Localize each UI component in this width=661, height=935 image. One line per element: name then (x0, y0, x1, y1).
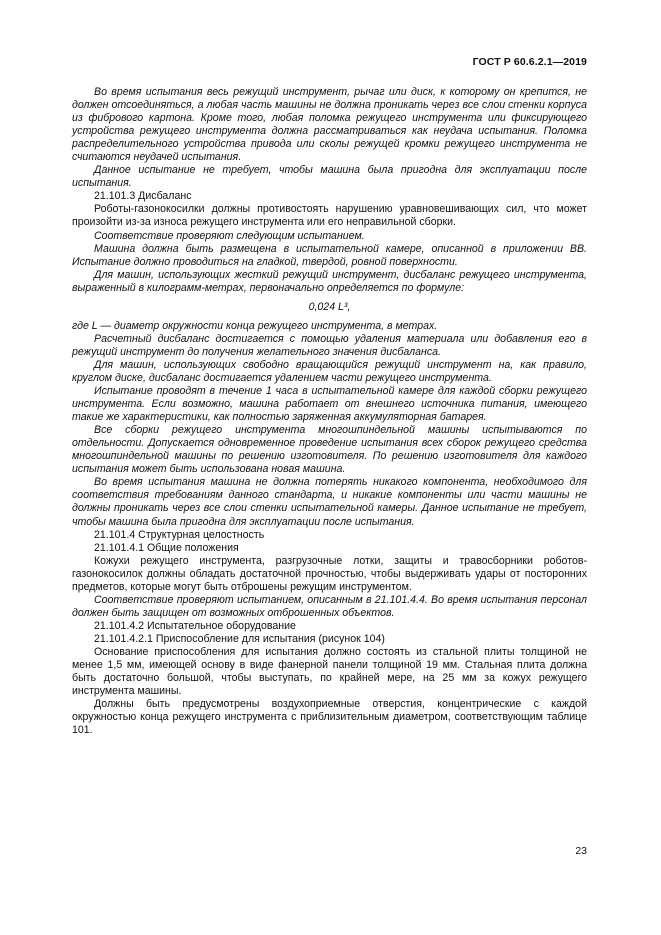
section-heading: 21.101.4 Структурная целостность (94, 528, 265, 541)
section-heading: 21.101.3 Дисбаланс (94, 190, 192, 203)
page-number: 23 (575, 845, 587, 857)
section-heading: 21.101.4.1 Общие положения (94, 541, 239, 554)
paragraph: Испытание проводят в течение 1 часа в испытательной камере для каждой сборки режущего инструмента. Если возможно, машина работает от внешнего источника питания, имеющего такие же характеристики, как полностью заряженная аккумуляторная батарея. (72, 385, 587, 424)
paragraph: Данное испытание не требует, чтобы машина была пригодна для эксплуатации после испытания. (72, 164, 587, 190)
paragraph: Соответствие проверяют следующим испытанием. (94, 229, 365, 242)
paragraph: Для машин, использующих жесткий режущий инструмент, дисбаланс режущего инструмента, выраженный в килограмм-метрах, первоначально определяется по формуле: (72, 268, 587, 294)
paragraph: Все сборки режущего инструмента многошпиндельной машины испытываются по отдельности. Допускается одновременное проведение испытания всех сборок режущего средства многошпиндельной машины по решению изготовителя. По решению изготовителя для каждого испытания может быть использована новая машина. (72, 424, 587, 476)
paragraph: Основание приспособления для испытания должно состоять из стальной плиты толщиной не менее 1,5 мм, имеющей основу в виде фанерной панели толщиной 19 мм. Стальная плита должна быть достаточно большой, чтобы выступать, по крайней мере, на 25 мм за кожух режущего инструмента машины. (72, 645, 587, 698)
paragraph: Расчетный дисбаланс достигается с помощью удаления материала или добавления его в режущий инструмент до получения желательного значения дисбаланса. (72, 332, 587, 358)
paragraph: Машина должна быть размещена в испытательной камере, описанной в приложении ВВ. Испытание должно проводиться на гладкой, твердой, ровной поверхности. (72, 242, 587, 268)
paragraph: Во время испытания весь режущий инструмент, рычаг или диск, к которому он крепится, не должен отсоединяться, а любая часть машины не должна проникать через все слои стенки корпуса из фибрового картона. Кроме того, любая поломка режущего инструмента или фиксирующего устройства режущего инструмента должна рассматриваться как неудача испытания. Поломка распределительного устройства привода или сколы режущей кромки режущего инструмента не считаются неудачей испытания. (72, 86, 587, 164)
document-body (72, 86, 587, 737)
paragraph: где L — диаметр окружности конца режущего инструмента, в метрах. (72, 319, 438, 332)
paragraph: Во время испытания машина не должна потерять никакого компонента, необходимого для соответствия требованиям данного стандарта, и никакие компоненты или части машины не должны проникать через все слои стенки испытательной камеры. Данное испытание не требует, чтобы машина была пригодна для эксплуатации после испытания. (72, 476, 587, 528)
paragraph: Должны быть предусмотрены воздухоприемные отверстия, концентрические с каждой окружностью конца режущего инструмента с приблизительным диаметром, соответствующим таблице 101. (72, 698, 587, 737)
document-header: ГОСТ Р 60.6.2.1—2019 (472, 56, 587, 68)
paragraph: Роботы-газонокосилки должны противостоять нарушению уравновешивающих сил, что может произойти из-за износа режущего инструмента или его неправильной сборки. (72, 203, 587, 229)
section-heading: 21.101.4.2.1 Приспособление для испытания (рисунок 104) (94, 632, 385, 645)
section-heading: 21.101.4.2 Испытательное оборудование (94, 619, 296, 632)
formula: 0,024 L³, (308, 300, 351, 313)
paragraph: Соответствие проверяют испытанием, описанным в 21.101.4.4. Во время испытания персонал должен быть защищен от возможных отброшенных объектов. (72, 593, 587, 619)
paragraph: Кожухи режущего инструмента, разгрузочные лотки, защиты и травосборники роботов-газонокосилок должны обладать достаточной прочностью, чтобы выдерживать удары от посторонних предметов, которые могут быть отброшены режущим инструментом. (72, 554, 587, 593)
paragraph: Для машин, использующих свободно вращающийся режущий инструмент на, как правило, круглом диске, дисбаланс достигается удалением части режущего инструмента. (72, 358, 587, 384)
